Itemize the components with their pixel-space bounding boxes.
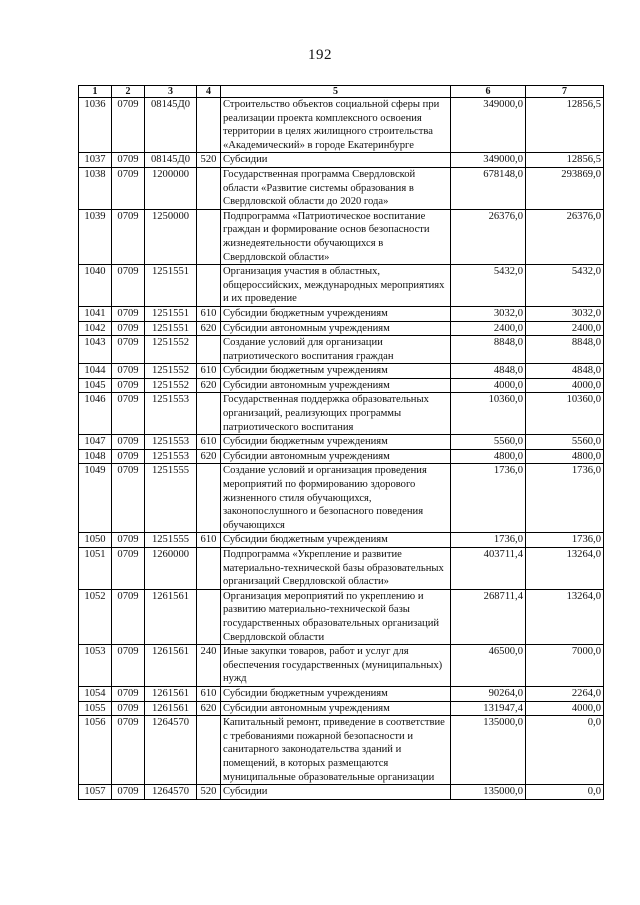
row-number-cell: 1050 [79, 533, 112, 548]
target-code-cell: 1261561 [145, 686, 197, 701]
amount-col6-cell: 4848,0 [451, 364, 526, 379]
row-number-cell: 1041 [79, 306, 112, 321]
amount-col7-cell: 293869,0 [526, 167, 604, 209]
row-number-cell: 1037 [79, 153, 112, 168]
amount-col6-cell: 4800,0 [451, 449, 526, 464]
table-body [79, 98, 604, 800]
name-cell: Подпрограмма «Патриотическое воспитание граждан и формирование основ безопасности жизнедеятельности обучающихся в Свердловской области» [221, 209, 451, 264]
amount-col6-cell: 1736,0 [451, 464, 526, 533]
expense-type-cell: 620 [197, 449, 221, 464]
expense-type-cell [197, 464, 221, 533]
amount-col7-cell: 2400,0 [526, 321, 604, 336]
amount-col6-cell: 3032,0 [451, 306, 526, 321]
target-code-cell: 1251552 [145, 378, 197, 393]
amount-col7-cell: 8848,0 [526, 336, 604, 364]
target-code-cell: 08145Д0 [145, 98, 197, 153]
name-cell: Субсидии автономным учреждениям [221, 449, 451, 464]
amount-col7-cell: 12856,5 [526, 98, 604, 153]
target-code-cell: 1260000 [145, 548, 197, 590]
amount-col7-cell: 5432,0 [526, 265, 604, 307]
table-row [79, 435, 604, 450]
section-code-cell: 0709 [112, 393, 145, 435]
amount-col7-cell: 4848,0 [526, 364, 604, 379]
amount-col6-cell: 268711,4 [451, 589, 526, 644]
section-code-cell: 0709 [112, 364, 145, 379]
name-cell: Подпрограмма «Укрепление и развитие материально-технической базы образовательных организаций Свердловской области» [221, 548, 451, 590]
table-row [79, 321, 604, 336]
target-code-cell: 1261561 [145, 701, 197, 716]
amount-col6-cell: 349000,0 [451, 153, 526, 168]
amount-col6-cell: 8848,0 [451, 336, 526, 364]
section-code-cell: 0709 [112, 449, 145, 464]
name-cell: Субсидии бюджетным учреждениям [221, 686, 451, 701]
row-number-cell: 1043 [79, 336, 112, 364]
page-number: 192 [308, 47, 332, 63]
row-number-cell: 1055 [79, 701, 112, 716]
name-cell: Создание условий и организация проведения мероприятий по формированию здорового жизненного стиля обучающихся, законопослушного и безопасного поведения обучающихся [221, 464, 451, 533]
row-number-cell: 1056 [79, 716, 112, 785]
table-row [79, 209, 604, 264]
table-row [79, 686, 604, 701]
expense-type-cell [197, 167, 221, 209]
amount-col6-cell: 131947,4 [451, 701, 526, 716]
name-cell: Субсидии автономным учреждениям [221, 701, 451, 716]
name-cell: Субсидии автономным учреждениям [221, 378, 451, 393]
amount-col7-cell: 26376,0 [526, 209, 604, 264]
amount-col7-cell: 12856,5 [526, 153, 604, 168]
expense-type-cell: 240 [197, 645, 221, 687]
amount-col7-cell: 5560,0 [526, 435, 604, 450]
name-cell: Субсидии автономным учреждениям [221, 321, 451, 336]
target-code-cell: 1251551 [145, 321, 197, 336]
amount-col7-cell: 0,0 [526, 716, 604, 785]
section-code-cell: 0709 [112, 209, 145, 264]
table-row [79, 167, 604, 209]
row-number-cell: 1036 [79, 98, 112, 153]
name-cell: Субсидии бюджетным учреждениям [221, 364, 451, 379]
row-number-cell: 1048 [79, 449, 112, 464]
expense-type-cell [197, 716, 221, 785]
table-row [79, 548, 604, 590]
table-row [79, 393, 604, 435]
expense-type-cell: 610 [197, 435, 221, 450]
target-code-cell: 1261561 [145, 589, 197, 644]
section-code-cell: 0709 [112, 686, 145, 701]
target-code-cell: 1251555 [145, 533, 197, 548]
column-header: 1 [79, 86, 112, 98]
section-code-cell: 0709 [112, 435, 145, 450]
amount-col7-cell: 4000,0 [526, 378, 604, 393]
table-row [79, 464, 604, 533]
amount-col6-cell: 26376,0 [451, 209, 526, 264]
table-row [79, 701, 604, 716]
target-code-cell: 1251551 [145, 265, 197, 307]
amount-col6-cell: 90264,0 [451, 686, 526, 701]
target-code-cell: 08145Д0 [145, 153, 197, 168]
column-header: 4 [197, 86, 221, 98]
column-header: 2 [112, 86, 145, 98]
table-row [79, 533, 604, 548]
section-code-cell: 0709 [112, 321, 145, 336]
amount-col6-cell: 135000,0 [451, 716, 526, 785]
amount-col7-cell: 1736,0 [526, 533, 604, 548]
amount-col7-cell: 2264,0 [526, 686, 604, 701]
section-code-cell: 0709 [112, 336, 145, 364]
row-number-cell: 1054 [79, 686, 112, 701]
amount-col6-cell: 46500,0 [451, 645, 526, 687]
table-row [79, 378, 604, 393]
amount-col6-cell: 2400,0 [451, 321, 526, 336]
column-header: 7 [526, 86, 604, 98]
section-code-cell: 0709 [112, 265, 145, 307]
row-number-cell: 1051 [79, 548, 112, 590]
expense-type-cell: 620 [197, 321, 221, 336]
expense-type-cell [197, 393, 221, 435]
row-number-cell: 1044 [79, 364, 112, 379]
expense-type-cell: 520 [197, 785, 221, 800]
row-number-cell: 1052 [79, 589, 112, 644]
name-cell: Субсидии бюджетным учреждениям [221, 533, 451, 548]
target-code-cell: 1264570 [145, 716, 197, 785]
table-row [79, 589, 604, 644]
amount-col6-cell: 349000,0 [451, 98, 526, 153]
name-cell: Капитальный ремонт, приведение в соответствие с требованиями пожарной безопасности и санитарного законодательства зданий и помещений, в которых размещаются муниципальные образовательные организации [221, 716, 451, 785]
amount-col7-cell: 7000,0 [526, 645, 604, 687]
column-header: 5 [221, 86, 451, 98]
amount-col7-cell: 3032,0 [526, 306, 604, 321]
name-cell: Строительство объектов социальной сферы при реализации проекта комплексного освоения территории в целях жилищного строительства «Академический» в городе Екатеринбурге [221, 98, 451, 153]
row-number-cell: 1046 [79, 393, 112, 435]
row-number-cell: 1047 [79, 435, 112, 450]
header-row [79, 86, 604, 98]
amount-col6-cell: 4000,0 [451, 378, 526, 393]
row-number-cell: 1045 [79, 378, 112, 393]
table-row [79, 336, 604, 364]
target-code-cell: 1251553 [145, 393, 197, 435]
target-code-cell: 1251553 [145, 449, 197, 464]
name-cell: Субсидии [221, 785, 451, 800]
budget-table [78, 85, 604, 800]
amount-col6-cell: 678148,0 [451, 167, 526, 209]
section-code-cell: 0709 [112, 645, 145, 687]
expense-type-cell [197, 265, 221, 307]
target-code-cell: 1251555 [145, 464, 197, 533]
amount-col6-cell: 135000,0 [451, 785, 526, 800]
table-row [79, 98, 604, 153]
amount-col7-cell: 13264,0 [526, 548, 604, 590]
target-code-cell: 1250000 [145, 209, 197, 264]
row-number-cell: 1057 [79, 785, 112, 800]
expense-type-cell: 620 [197, 701, 221, 716]
section-code-cell: 0709 [112, 589, 145, 644]
row-number-cell: 1053 [79, 645, 112, 687]
amount-col6-cell: 1736,0 [451, 533, 526, 548]
amount-col6-cell: 403711,4 [451, 548, 526, 590]
column-header: 3 [145, 86, 197, 98]
row-number-cell: 1049 [79, 464, 112, 533]
name-cell: Субсидии бюджетным учреждениям [221, 306, 451, 321]
amount-col7-cell: 0,0 [526, 785, 604, 800]
section-code-cell: 0709 [112, 98, 145, 153]
table-row [79, 153, 604, 168]
section-code-cell: 0709 [112, 306, 145, 321]
target-code-cell: 1251552 [145, 364, 197, 379]
section-code-cell: 0709 [112, 167, 145, 209]
section-code-cell: 0709 [112, 378, 145, 393]
amount-col7-cell: 4000,0 [526, 701, 604, 716]
section-code-cell: 0709 [112, 785, 145, 800]
expense-type-cell [197, 209, 221, 264]
expense-type-cell: 610 [197, 306, 221, 321]
expense-type-cell: 610 [197, 533, 221, 548]
section-code-cell: 0709 [112, 701, 145, 716]
name-cell: Государственная программа Свердловской области «Развитие системы образования в Свердловской области до 2020 года» [221, 167, 451, 209]
name-cell: Субсидии [221, 153, 451, 168]
table-row [79, 265, 604, 307]
amount-col7-cell: 1736,0 [526, 464, 604, 533]
amount-col6-cell: 5432,0 [451, 265, 526, 307]
expense-type-cell [197, 548, 221, 590]
table-row [79, 785, 604, 800]
amount-col6-cell: 5560,0 [451, 435, 526, 450]
expense-type-cell [197, 589, 221, 644]
target-code-cell: 1251552 [145, 336, 197, 364]
target-code-cell: 1251551 [145, 306, 197, 321]
name-cell: Государственная поддержка образовательных организаций, реализующих программы патриотического воспитания [221, 393, 451, 435]
expense-type-cell: 520 [197, 153, 221, 168]
target-code-cell: 1200000 [145, 167, 197, 209]
section-code-cell: 0709 [112, 153, 145, 168]
target-code-cell: 1251553 [145, 435, 197, 450]
amount-col7-cell: 10360,0 [526, 393, 604, 435]
expense-type-cell: 610 [197, 686, 221, 701]
section-code-cell: 0709 [112, 533, 145, 548]
expense-type-cell [197, 336, 221, 364]
name-cell: Иные закупки товаров, работ и услуг для обеспечения государственных (муниципальных) нужд [221, 645, 451, 687]
expense-type-cell: 610 [197, 364, 221, 379]
row-number-cell: 1039 [79, 209, 112, 264]
section-code-cell: 0709 [112, 716, 145, 785]
row-number-cell: 1042 [79, 321, 112, 336]
table-row [79, 449, 604, 464]
section-code-cell: 0709 [112, 548, 145, 590]
name-cell: Создание условий для организации патриотического воспитания граждан [221, 336, 451, 364]
amount-col6-cell: 10360,0 [451, 393, 526, 435]
target-code-cell: 1264570 [145, 785, 197, 800]
amount-col7-cell: 4800,0 [526, 449, 604, 464]
table-row [79, 645, 604, 687]
table-row [79, 306, 604, 321]
name-cell: Организация мероприятий по укреплению и развитию материально-технической базы государственных образовательных организаций Свердловской области [221, 589, 451, 644]
expense-type-cell: 620 [197, 378, 221, 393]
row-number-cell: 1038 [79, 167, 112, 209]
column-header: 6 [451, 86, 526, 98]
section-code-cell: 0709 [112, 464, 145, 533]
table-row [79, 364, 604, 379]
amount-col7-cell: 13264,0 [526, 589, 604, 644]
name-cell: Организация участия в областных, общероссийских, международных мероприятиях и их проведение [221, 265, 451, 307]
table-row [79, 716, 604, 785]
row-number-cell: 1040 [79, 265, 112, 307]
name-cell: Субсидии бюджетным учреждениям [221, 435, 451, 450]
target-code-cell: 1261561 [145, 645, 197, 687]
expense-type-cell [197, 98, 221, 153]
